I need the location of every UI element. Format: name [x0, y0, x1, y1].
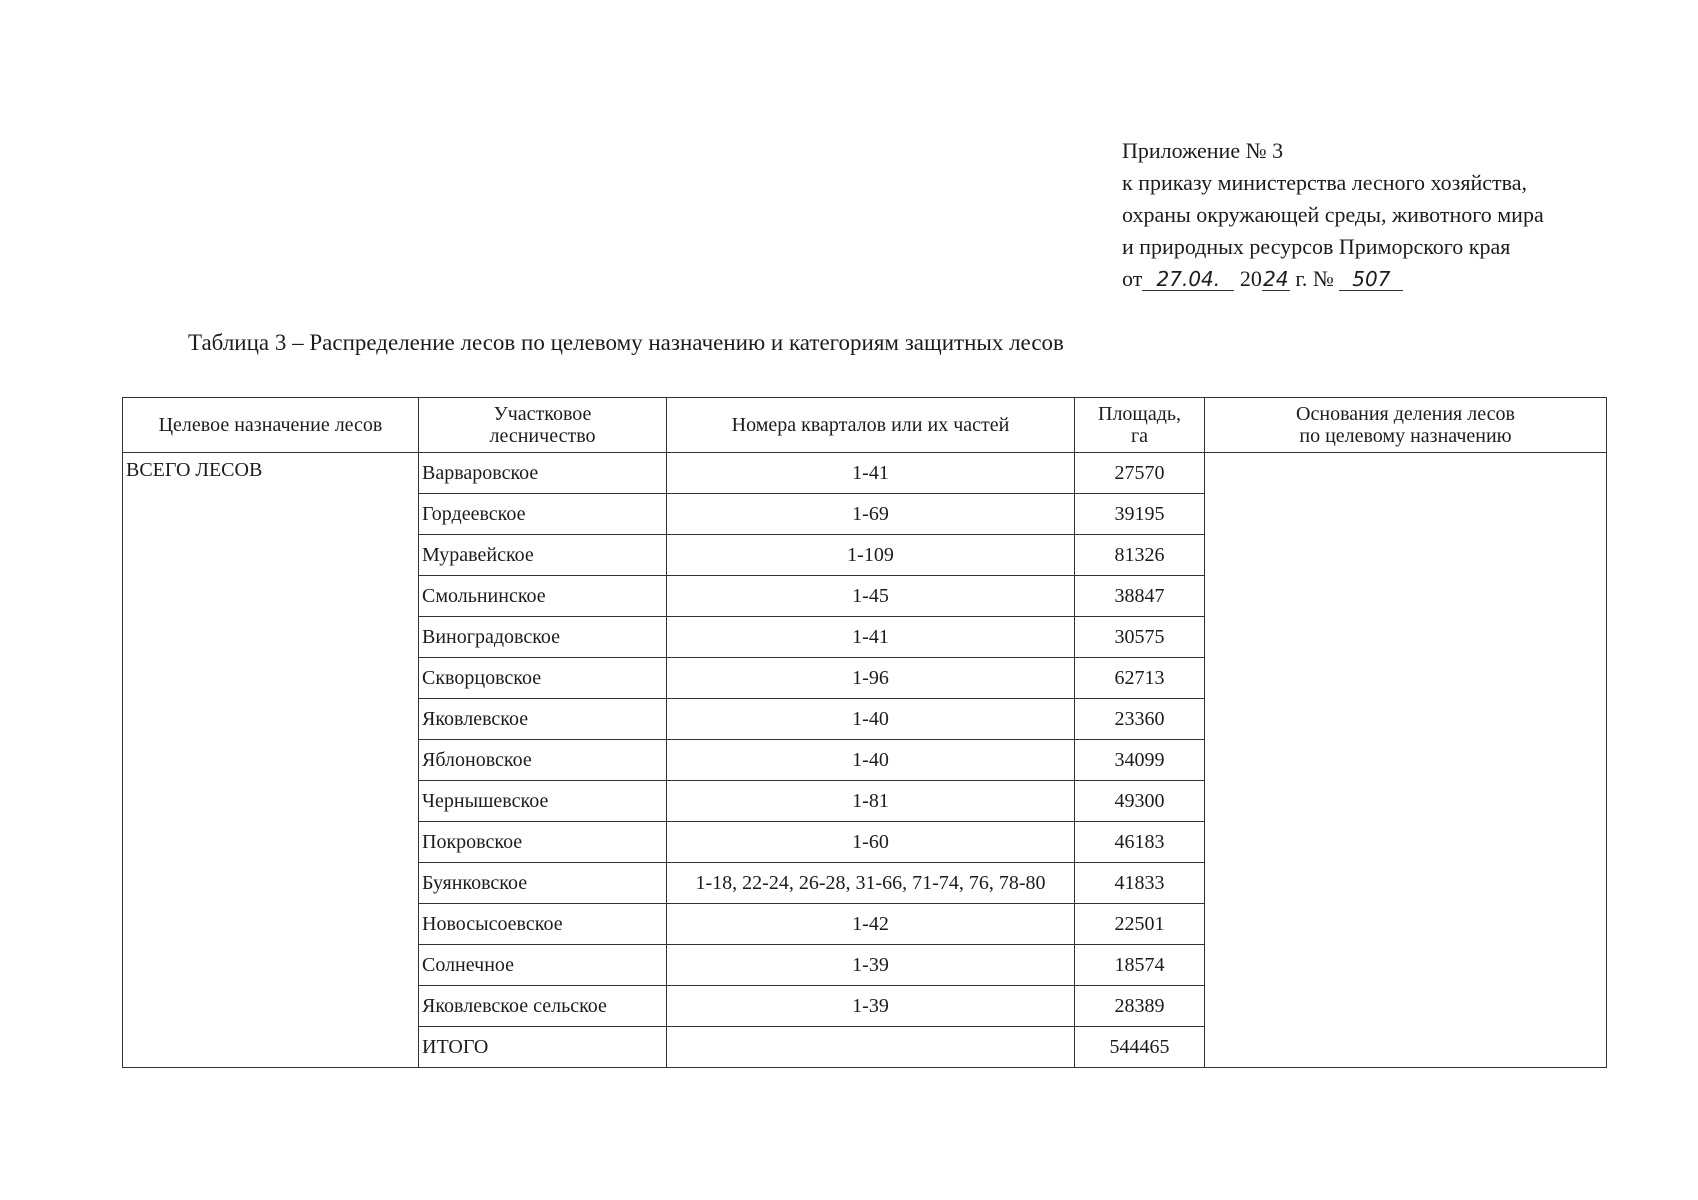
- forestry-cell: Яблоновское: [419, 740, 667, 781]
- handwritten-date: 27.04.: [1142, 268, 1234, 291]
- quarters-cell: 1-40: [667, 699, 1075, 740]
- quarters-cell: 1-40: [667, 740, 1075, 781]
- quarters-cell: 1-96: [667, 658, 1075, 699]
- quarters-cell: 1-39: [667, 986, 1075, 1027]
- area-cell: 18574: [1075, 945, 1205, 986]
- area-cell: 81326: [1075, 535, 1205, 576]
- header-forestry-line2: лесничество: [489, 425, 596, 447]
- total-label: ИТОГО: [419, 1027, 667, 1068]
- header-forestry-line1: Участковое: [493, 403, 592, 425]
- area-cell: 62713: [1075, 658, 1205, 699]
- table-caption: Таблица 3 – Распределение лесов по целевому назначению и категориям защитных лесов: [188, 330, 1064, 355]
- forestry-cell: Гордеевское: [419, 494, 667, 535]
- appendix-order-line: к приказу министерства лесного хозяйства,: [1122, 170, 1528, 195]
- forestry-cell: Виноградовское: [419, 617, 667, 658]
- forestry-cell: Смольнинское: [419, 576, 667, 617]
- appendix-ministry-line: охраны окружающей среды, животного мира: [1122, 202, 1544, 227]
- forestry-cell: Буянковское: [419, 863, 667, 904]
- forestry-cell: Новосысоевское: [419, 904, 667, 945]
- appendix-title: Приложение № 3: [1122, 138, 1284, 163]
- area-cell: 34099: [1075, 740, 1205, 781]
- area-cell: 23360: [1075, 699, 1205, 740]
- area-cell: 30575: [1075, 617, 1205, 658]
- quarters-cell: 1-41: [667, 453, 1075, 494]
- area-cell: 46183: [1075, 822, 1205, 863]
- header-area-line1: Площадь,: [1098, 403, 1181, 425]
- quarters-cell: 1-45: [667, 576, 1075, 617]
- handwritten-year: 24: [1263, 267, 1289, 291]
- total-area: 544465: [1075, 1027, 1205, 1068]
- purpose-cell: ВСЕГО ЛЕСОВ: [123, 453, 419, 1068]
- quarters-cell: 1-42: [667, 904, 1075, 945]
- basis-cell: [1205, 453, 1607, 1068]
- area-cell: 27570: [1075, 453, 1205, 494]
- quarters-cell: 1-18, 22-24, 26-28, 31-66, 71-74, 76, 78-80: [667, 863, 1075, 904]
- header-forestry: [419, 398, 667, 453]
- forestry-cell: Скворцовское: [419, 658, 667, 699]
- area-cell: 49300: [1075, 781, 1205, 822]
- forestry-cell: Муравейское: [419, 535, 667, 576]
- area-cell: 22501: [1075, 904, 1205, 945]
- handwritten-number: 507: [1339, 268, 1403, 291]
- quarters-cell: 1-60: [667, 822, 1075, 863]
- forest-distribution-table: [122, 397, 1607, 1068]
- number-label: г. №: [1295, 266, 1334, 291]
- header-basis-line1: Основания деления лесов: [1296, 403, 1515, 425]
- table-row: [123, 453, 1607, 494]
- quarters-cell: 1-81: [667, 781, 1075, 822]
- table-header-row: [123, 398, 1607, 453]
- forestry-cell: Яковлевское: [419, 699, 667, 740]
- appendix-region-line: и природных ресурсов Приморского края: [1122, 234, 1511, 259]
- quarters-cell: 1-39: [667, 945, 1075, 986]
- header-quarters: Номера кварталов или их частей: [667, 398, 1075, 453]
- header-area-line2: га: [1130, 425, 1149, 447]
- forestry-cell: Варваровское: [419, 453, 667, 494]
- header-area: [1075, 398, 1205, 453]
- forestry-cell: Покровское: [419, 822, 667, 863]
- quarters-cell: 1-109: [667, 535, 1075, 576]
- area-cell: 41833: [1075, 863, 1205, 904]
- appendix-date-line: [1122, 263, 1544, 295]
- forestry-cell: Чернышевское: [419, 781, 667, 822]
- forestry-cell: Яковлевское сельское: [419, 986, 667, 1027]
- forestry-cell: Солнечное: [419, 945, 667, 986]
- header-purpose: Целевое назначение лесов: [123, 398, 419, 453]
- year-prefix: 20: [1239, 266, 1262, 291]
- area-cell: 28389: [1075, 986, 1205, 1027]
- total-quarters-cell: [667, 1027, 1075, 1068]
- quarters-cell: 1-41: [667, 617, 1075, 658]
- appendix-block: [1122, 135, 1544, 295]
- from-label: от: [1122, 266, 1143, 291]
- area-cell: 39195: [1075, 494, 1205, 535]
- quarters-cell: 1-69: [667, 494, 1075, 535]
- header-basis: [1205, 398, 1607, 453]
- area-cell: 38847: [1075, 576, 1205, 617]
- header-basis-line2: по целевому назначению: [1299, 425, 1512, 447]
